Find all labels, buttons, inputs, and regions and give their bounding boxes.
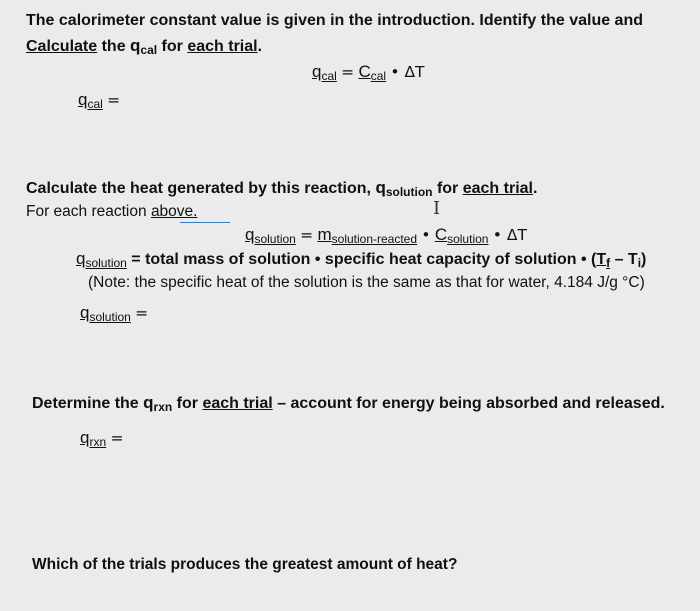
text-cursor-icon: I	[433, 198, 441, 219]
section3-heading: Determine the $q_{rxn}$ for each trial – account for energy being absorbed and released.	[32, 393, 665, 414]
section2-heading: Calculate the heat generated by this reaction, $q_{solution}$ for each trial.	[26, 178, 538, 199]
q-cal-symbol: $q_{cal}$	[130, 36, 158, 57]
qcal-equation: $q_{cal} = C_{cal}$ • ΔT	[312, 62, 425, 83]
underline-mark	[180, 222, 230, 223]
qsolution-answer-field[interactable]: $q_{solution}$ =	[80, 303, 149, 324]
for-each-reaction-text: For each reaction above.	[26, 203, 198, 220]
above-link: above.	[150, 203, 198, 220]
qsolution-definition: $q_{solution}$ = total mass of solution • specific heat capacity of solution • $(T_f - T_i)$	[76, 249, 647, 270]
qrxn-answer-field[interactable]: $q_{rxn}$ =	[80, 428, 124, 449]
intro-line-1: The calorimeter constant value is given in the introduction. Identify the value and	[26, 12, 643, 29]
intro-line-2: Calculate the $q_{cal}$ for each trial.	[26, 36, 263, 57]
specific-heat-note: (Note: the specific heat of the solution is the same as that for water, 4.184 J/g °C)	[88, 274, 645, 291]
qsolution-equation: $q_{solution} = m_{solution-reacted}$ • $C_{solution}$ • ΔT	[245, 225, 527, 246]
greatest-heat-question: Which of the trials produces the greatest amount of heat?	[32, 556, 458, 573]
qcal-answer-field[interactable]: $q_{cal}$ =	[78, 90, 121, 111]
calculate-word: Calculate	[26, 38, 98, 55]
each-trial-link: each trial	[187, 38, 258, 55]
